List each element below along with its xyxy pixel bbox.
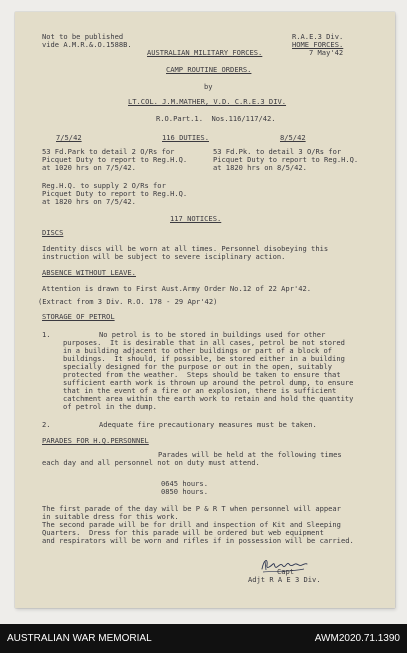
parades-closing-line-4: Quarters. Dress for this parade will be ordered but web equipment (42, 528, 324, 537)
duty-left-line-3: at 1020 hrs on 7/5/42. (42, 163, 136, 172)
duty-right-line-1: 53 Fd.Pk. to detail 3 O/Rs for (213, 147, 342, 156)
absence-heading: ABSENCE WITHOUT LEAVE. (42, 268, 136, 277)
petrol-line-3: in a building adjacent to other buildings or part of a block of (63, 346, 333, 355)
parades-closing-line-5: and respirators will be worn and rifles if in possession will be carried. (42, 536, 354, 545)
header-left-line-1: Not to be published (42, 32, 124, 41)
petrol-line-7: sufficient earth work is thrown up around the petrol dump, to ensure (63, 378, 354, 387)
petrol-line-4: buildings. It should, if possible, be stored either in a building (63, 354, 345, 363)
signature-appointment: Adjt R A E 3 Div. (248, 575, 321, 584)
footer-institution: AUSTRALIAN WAR MEMORIAL (7, 633, 152, 644)
parades-heading: PARADES FOR H.Q.PERSONNEL (42, 436, 149, 445)
duty-regq-line-3: at 1820 hrs on 7/5/42. (42, 197, 136, 206)
petrol-line-5: specially designed for the purpose or out in the open, suitably (63, 362, 333, 371)
duty-right-line-2: Picquet Duty to report to Reg.H.Q. (213, 155, 359, 164)
footer-bar (0, 624, 407, 653)
header-right-line-1: R.A.E.3 Div. (292, 32, 344, 41)
by-line: by (204, 82, 213, 91)
notices-heading: 117 NOTICES. (170, 214, 222, 223)
parade-time-1: 0645 hours. (161, 479, 208, 488)
header-right-line-2: HOME FORCES. (292, 40, 344, 49)
header-left-line-2: vide A.M.R.&.O.1588B. (42, 40, 132, 49)
duty-left-line-1: 53 Fd.Park to detail 2 O/Rs for (42, 147, 175, 156)
duty-left-line-2: Picquet Duty to report to Reg.H.Q. (42, 155, 188, 164)
duties-date-right: 8/5/42 (280, 133, 306, 142)
discs-heading: DISCS (42, 228, 64, 237)
petrol-line-6: protected from the weather. Steps should be taken to ensure that (63, 370, 341, 379)
parades-line-1: Parades will be held at the following times (158, 450, 342, 459)
parades-line-2: each day and all personnel not on duty must attend. (42, 458, 260, 467)
signature-rank: Capt (277, 567, 295, 576)
petrol-line-1: No petrol is to be stored in buildings used for other (99, 330, 326, 339)
duty-right-line-3: at 1820 hrs on 8/5/42. (213, 163, 307, 172)
petrol-item-1-number: 1. (42, 330, 51, 339)
absence-line: Attention is drawn to First Aust.Army Order No.12 of 22 Apr'42. (42, 284, 312, 293)
petrol-heading: STORAGE OF PETROL (42, 312, 115, 321)
parades-closing-line-2: in suitable dress for this work. (42, 512, 179, 521)
author-line: LT.COL. J.M.MATHER, V.D. C.R.E.3 DIV. (128, 97, 287, 106)
duty-regq-line-2: Picquet Duty to report to Reg.H.Q. (42, 189, 188, 198)
absence-extract: (Extract from 3 Div. R.O. 178 - 29 Apr'42) (38, 297, 218, 306)
parade-time-2: 0850 hours. (161, 487, 208, 496)
petrol-line-2: purposes. It is desirable that in all cases, petrol be not stored (63, 338, 345, 347)
petrol-item-2-line: Adequate fire precautionary measures must be taken. (99, 420, 317, 429)
duties-date-left: 7/5/42 (56, 133, 82, 142)
document-subtitle: CAMP ROUTINE ORDERS. (166, 65, 252, 74)
header-right-date: 7 May'42 (309, 48, 344, 57)
discs-line-2: instruction will be subject to severe isciplinary action. (42, 252, 286, 261)
document-page (15, 12, 395, 608)
petrol-item-2-number: 2. (42, 420, 51, 429)
order-reference: R.O.Part.1. Nos.116/117/42. (156, 114, 276, 123)
parades-closing-line-1: The first parade of the day will be P & R T when personnel will appear (42, 504, 341, 513)
petrol-line-9: catchment area within the earth work to retain and hold the quantity (63, 394, 354, 403)
document-title: AUSTRALIAN MILITARY FORCES. (147, 48, 263, 57)
petrol-line-8: that in the event of a fire or an explosion, there is sufficient (63, 386, 337, 395)
parades-closing-line-3: The second parade will be for drill and inspection of Kit and Sleeping (42, 520, 341, 529)
duty-regq-line-1: Reg.H.Q. to supply 2 O/Rs for (42, 181, 166, 190)
duties-heading: 116 DUTIES. (162, 133, 209, 142)
discs-line-1: Identity discs will be worn at all times. Personnel disobeying this (42, 244, 329, 253)
footer-accession-number: AWM2020.71.1390 (314, 633, 400, 644)
petrol-line-10: of petrol in the dump. (63, 402, 157, 411)
